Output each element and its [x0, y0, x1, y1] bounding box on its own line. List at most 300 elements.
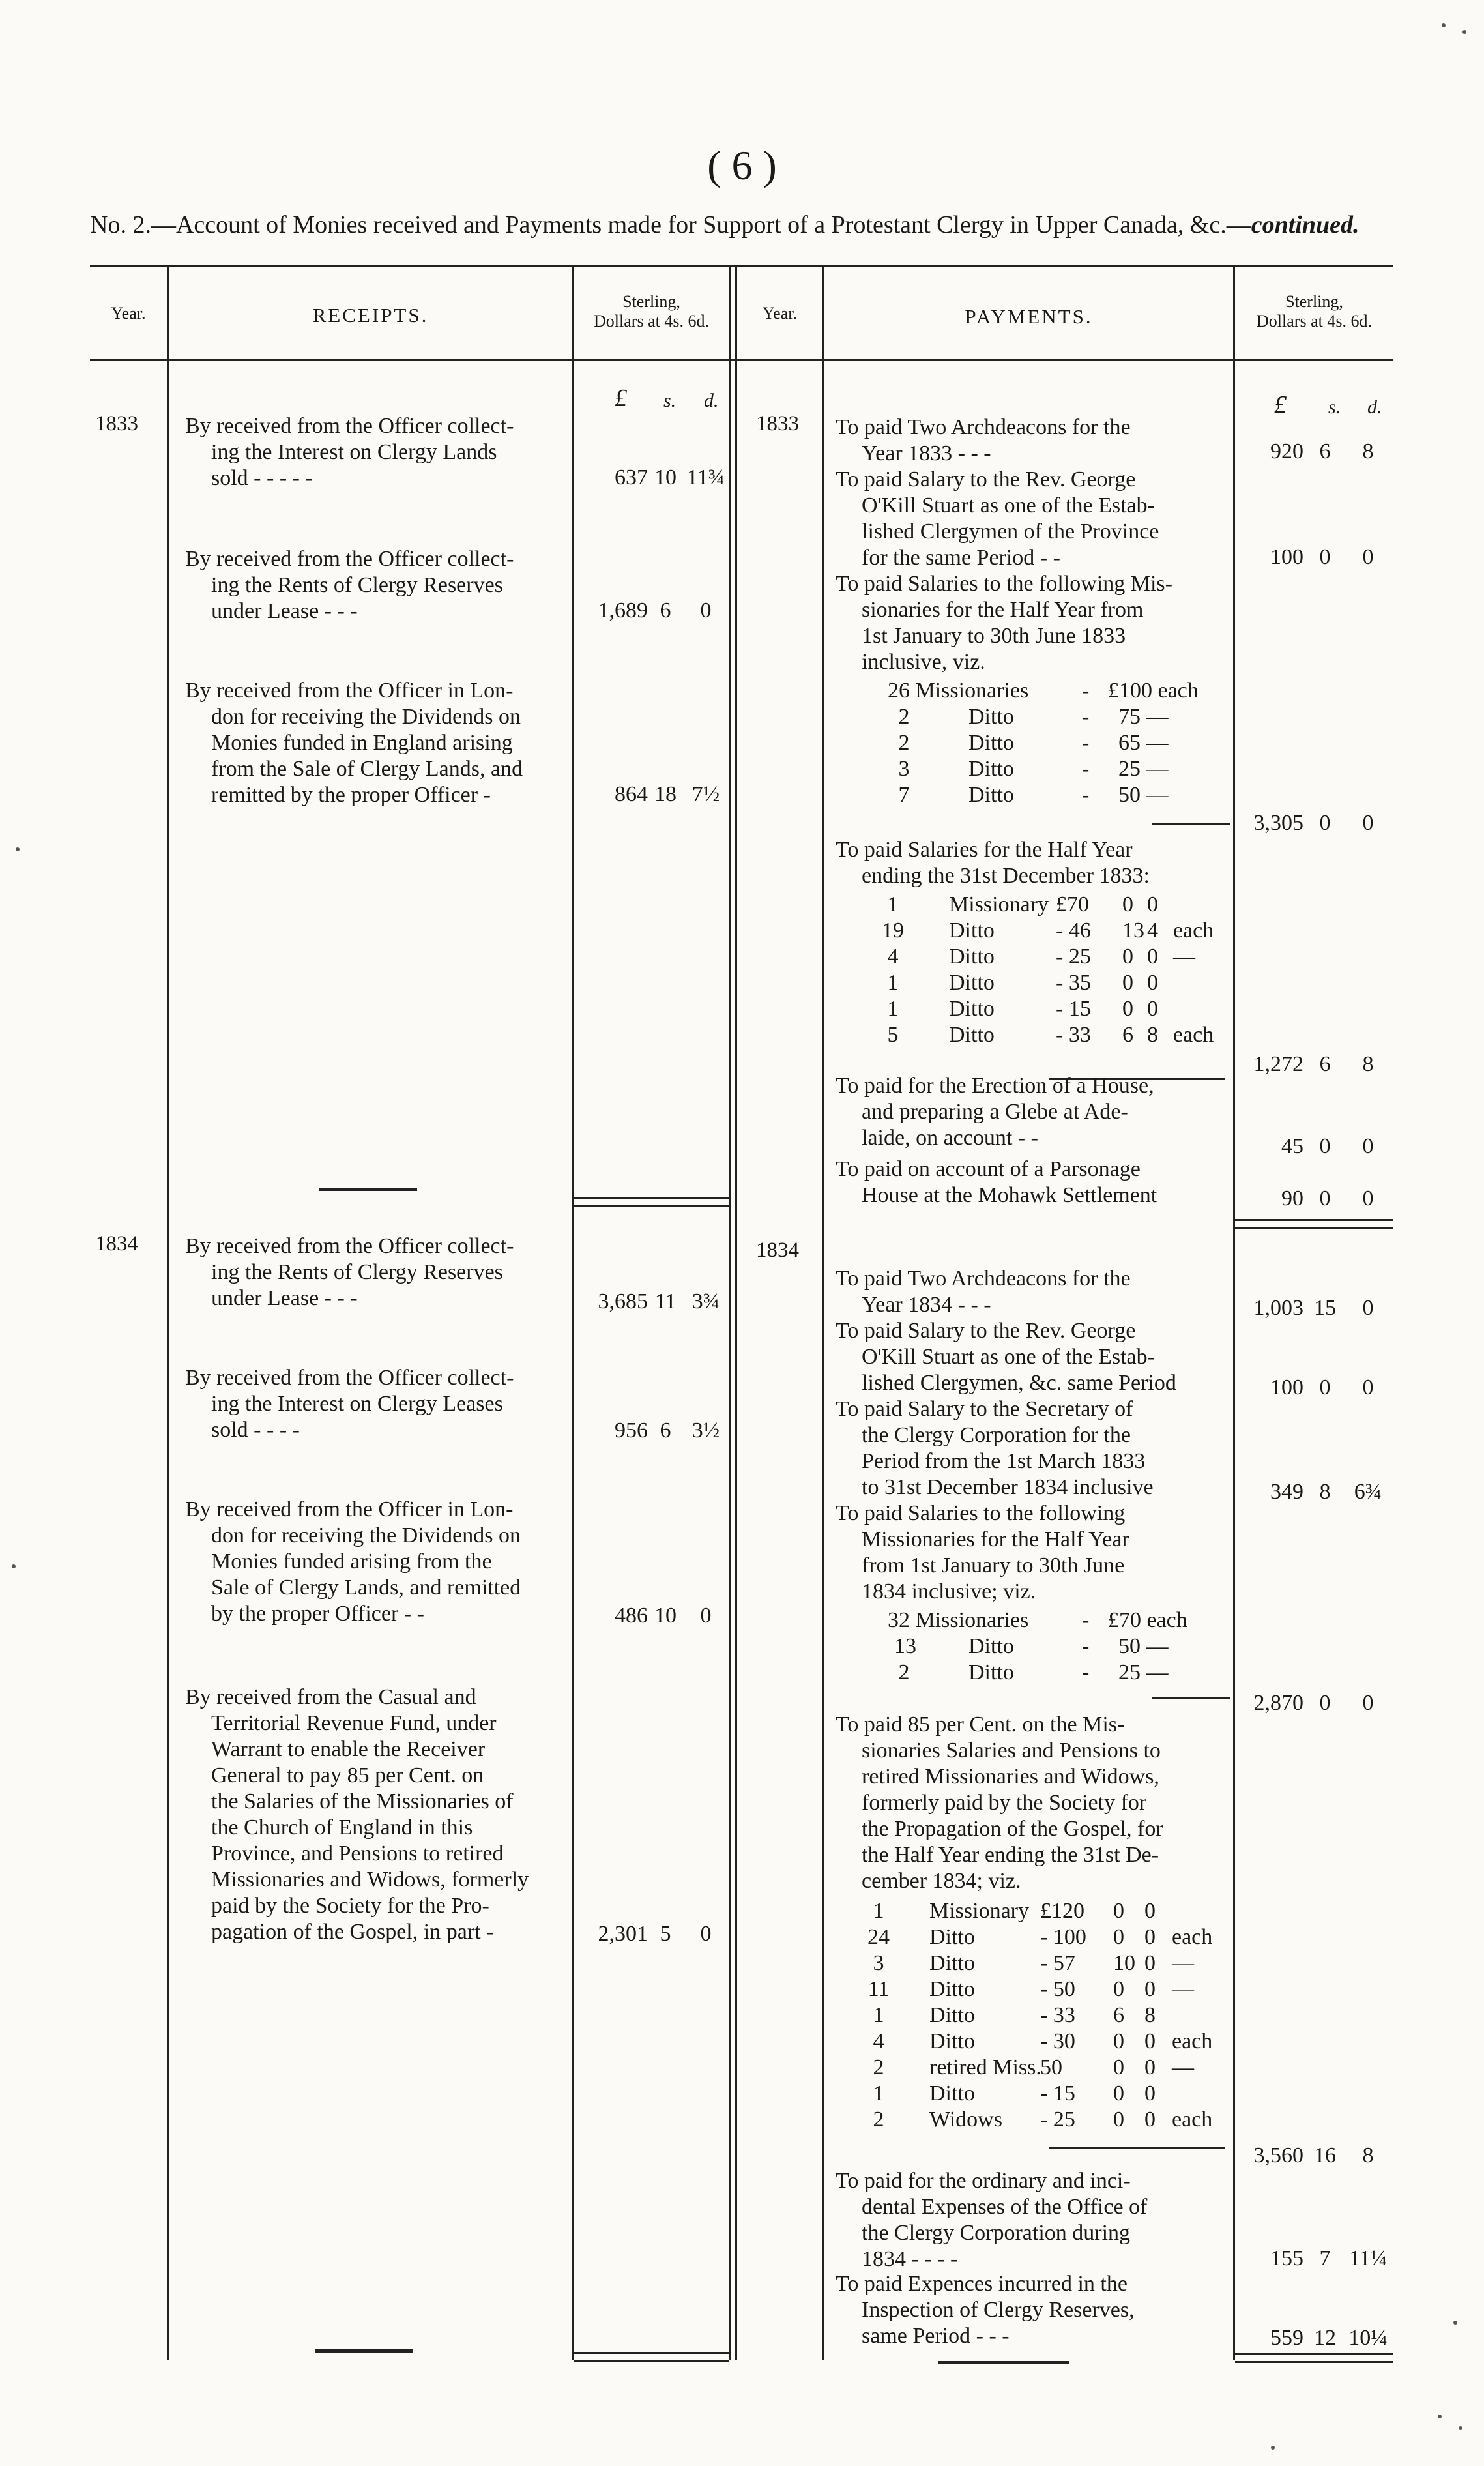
receipt-1834-casual-line: the Salaries of the Missionaries of: [211, 1789, 514, 1813]
payment-1834-eighty-five-line: To paid 85 per Cent. on the Mis-: [836, 1712, 1125, 1737]
receipt-1834-casual-pounds: 2,301: [598, 1922, 648, 1946]
payment-1834-eighty-five-row-cell: 10: [1113, 1951, 1135, 1975]
payment-1834-missionary-row-rate: £70 each: [1108, 1608, 1187, 1632]
year-1834-payments: 1834: [756, 1239, 799, 1262]
receipt-1834-casual-line: paid by the Society for the Pro-: [211, 1894, 489, 1918]
header-year-left: Year.: [111, 304, 146, 323]
table-top-rule: [90, 265, 1393, 267]
receipt-1833-rents-line: By received from the Officer collect-: [185, 547, 514, 571]
payment-1833-parsonage-pence: 0: [1362, 1186, 1374, 1211]
payment-1834-eighty-five-row-cell: 0: [1144, 1899, 1156, 1923]
payment-1834-eighty-five-row-cell: - 33: [1040, 2003, 1075, 2027]
payment-1833-missionary-row-dash: -: [1082, 731, 1090, 755]
table-title-main: No. 2.—Account of Monies received and Payments made for Support of a Protestant Clergy in Upper Canada, &c.—: [90, 211, 1251, 239]
payment-1834-missionary-row-rate: 50 —: [1118, 1634, 1169, 1658]
payment-1834-eighty-five-row-cell: each: [1172, 2029, 1213, 2053]
col-divider-year-payments: [822, 265, 824, 2360]
payment-1834-secretary-line: the Clergy Corporation for the: [862, 1423, 1131, 1447]
payment-1833-stuart-line: lished Clergymen of the Province: [862, 520, 1159, 544]
payment-1833-halfyear-row-cell: Ditto: [949, 945, 995, 969]
payment-1833-halfyear-row-cell: - 33: [1056, 1023, 1091, 1047]
payment-1833-archdeacons-pence: 8: [1362, 439, 1374, 463]
payment-1834-missionary-row-rate: 25 —: [1118, 1660, 1169, 1684]
payment-1834-incidental-line: dental Expenses of the Office of: [862, 2195, 1148, 2219]
payment-1833-halfyear-row-cell: Ditto: [949, 1023, 995, 1047]
payment-1834-incidental-shillings: 7: [1319, 2246, 1331, 2270]
payment-1833-halfyear-shillings: 6: [1319, 1052, 1331, 1076]
payment-1833-halfyear-pounds: 1,272: [1253, 1052, 1303, 1076]
payment-1833-stuart-shillings: 0: [1319, 545, 1331, 569]
payment-1834-eighty-five-row-cell: 0: [1113, 1899, 1124, 1923]
payment-1834-eighty-five-row-cell: - 30: [1040, 2029, 1075, 2053]
payment-1834-eighty-five-row-cell: 11: [867, 1977, 890, 2001]
payment-1834-eighty-five-row-cell: 4: [873, 2029, 884, 2053]
payment-1833-archdeacons-pounds: 920: [1270, 439, 1303, 463]
pounds-symbol-right: £: [1274, 391, 1287, 418]
receipt-1834-casual-line: the Church of England in this: [211, 1815, 473, 1840]
payment-1833-missionary-row-ditto: Ditto: [968, 783, 1014, 807]
payment-1833-halfyear-row-cell: - 25: [1056, 945, 1091, 969]
payment-1834-eighty-five-row-cell: 6: [1113, 2003, 1124, 2027]
payment-1834-eighty-five-line: the Propagation of the Gospel, for: [862, 1817, 1163, 1841]
receipt-1833-interest-line: sold - - - - -: [211, 466, 313, 490]
payment-1834-eighty-five-row-cell: 0: [1113, 2107, 1124, 2132]
payment-1834-eighty-five-line: the Half Year ending the 31st De-: [862, 1843, 1159, 1867]
payment-1833-halfyear-row-cell: 8: [1147, 1023, 1158, 1047]
receipt-1834-dividends-shillings: 10: [654, 1604, 677, 1628]
payment-1833-missionary-row-ditto: Ditto: [968, 757, 1014, 781]
payment-1834-stuart-line: To paid Salary to the Rev. George: [836, 1319, 1136, 1343]
payment-1834-missionaries-pence: 0: [1362, 1691, 1374, 1715]
payment-1834-archdeacons-pence: 0: [1362, 1296, 1374, 1320]
payment-1834-missionary-row-ditto: Ditto: [968, 1634, 1014, 1658]
receipt-1834-interest-pounds: 956: [615, 1418, 648, 1443]
payment-1833-missionary-row-dash: -: [1082, 705, 1090, 729]
payment-1833-archdeacons-line: To paid Two Archdeacons for the: [836, 415, 1131, 439]
payment-1834-inspection-pounds: 559: [1270, 2326, 1303, 2350]
payment-1833-halfyear-row-cell: 13: [1122, 918, 1144, 943]
header-sterling-left: Sterling, Dollars at 4s. 6d.: [594, 292, 709, 330]
payment-1834-eighty-five-row-cell: each: [1172, 1925, 1213, 1949]
payment-1834-archdeacons-pounds: 1,003: [1253, 1296, 1303, 1320]
payment-1834-eighty-five-row-cell: - 25: [1040, 2107, 1075, 2132]
payment-1834-missionaries-subrule: [1152, 1697, 1230, 1699]
col-divider-year-receipts: [167, 265, 169, 2360]
payment-1833-missionary-row-rate: 75 —: [1118, 705, 1169, 729]
receipts-1833-total-rule-a: [574, 1197, 729, 1199]
receipt-1833-interest-shillings: 10: [654, 465, 677, 490]
shillings-label-left: s.: [663, 390, 677, 411]
receipts-1833-end-dash: [319, 1188, 417, 1191]
payment-1834-eighty-five-row-cell: retired Miss.: [929, 2055, 1041, 2079]
payment-1833-parsonage-line: To paid on account of a Parsonage: [836, 1157, 1141, 1181]
receipt-1834-dividends-line: Monies funded arising from the: [211, 1549, 492, 1574]
payment-1834-missionary-row-dash: -: [1082, 1634, 1090, 1658]
payment-1833-halfyear-row-cell: 6: [1122, 1023, 1133, 1047]
payment-1834-eighty-five-row-cell: Ditto: [929, 2003, 975, 2027]
payment-1833-stuart-pounds: 100: [1270, 545, 1303, 569]
payment-1834-eighty-five-row-cell: Widows: [929, 2107, 1002, 2132]
pounds-symbol-left: £: [615, 385, 627, 412]
payment-1833-halfyear-row-cell: 0: [1122, 892, 1133, 917]
payment-1834-eighty-five-row-cell: - 57: [1040, 1951, 1075, 1975]
payment-1833-parsonage-pounds: 90: [1281, 1186, 1303, 1211]
payment-1834-eighty-five-row-cell: 0: [1144, 2029, 1156, 2053]
payment-1834-inspection-line: To paid Expences incurred in the: [836, 2272, 1128, 2296]
payment-1834-eighty-five-row-cell: 0: [1113, 1977, 1124, 2001]
payment-1834-eighty-five-row-cell: —: [1172, 1977, 1194, 2001]
receipt-1834-casual-line: pagation of the Gospel, in part -: [211, 1920, 494, 1944]
year-1833-payments: 1833: [756, 412, 799, 435]
payment-1834-eighty-five-row-cell: Missionary: [929, 1899, 1029, 1923]
col-divider-receipts-amount: [572, 265, 574, 2360]
payment-1833-missionaries-line: 1st January to 30th June 1833: [862, 624, 1126, 648]
payment-1834-eighty-five-row-cell: 0: [1144, 1977, 1156, 2001]
payments-1834-total-rule-a: [1235, 2353, 1393, 2355]
payment-1834-eighty-five-row-cell: each: [1172, 2107, 1213, 2132]
payment-1834-eighty-five-row-cell: Ditto: [929, 1925, 975, 1949]
payment-1833-stuart-line: for the same Period - -: [862, 546, 1060, 570]
payment-1833-halfyear-row-cell: 4: [1147, 918, 1158, 943]
payment-1833-missionary-row-ditto: Ditto: [968, 705, 1014, 729]
header-bottom-rule: [90, 359, 1393, 361]
payment-1834-eighty-five-row-cell: 0: [1144, 1951, 1156, 1975]
payment-1833-halfyear-line: ending the 31st December 1833:: [862, 864, 1150, 888]
receipt-1834-rents-pence: 3¾: [691, 1289, 720, 1314]
payment-1833-halfyear-row-cell: £70: [1056, 892, 1089, 917]
payment-1834-eighty-five-row-cell: 0: [1113, 2055, 1124, 2079]
payment-1833-house-line: laide, on account - -: [862, 1126, 1038, 1150]
payment-1833-missionary-row-count: 26 Missionaries: [888, 679, 1029, 703]
payment-1834-incidental-pounds: 155: [1270, 2246, 1303, 2270]
payment-1834-inspection-shillings: 12: [1314, 2326, 1336, 2350]
payment-1834-eighty-five-pounds: 3,560: [1253, 2143, 1303, 2167]
scan-speck: [1271, 2446, 1275, 2450]
payment-1834-missionaries-line: Missionaries for the Half Year: [862, 1527, 1129, 1551]
payment-1833-halfyear-row-cell: 1: [887, 997, 899, 1021]
receipts-1833-total-rule-b: [574, 1205, 729, 1207]
payment-1834-stuart-pence: 0: [1362, 1375, 1374, 1400]
payment-1834-eighty-five-row-cell: 0: [1113, 2081, 1124, 2106]
receipt-1834-dividends-line: don for receiving the Dividends on: [211, 1523, 521, 1548]
receipt-1834-rents-line: under Lease - - -: [211, 1286, 358, 1310]
payment-1834-secretary-line: To paid Salary to the Secretary of: [836, 1397, 1133, 1421]
receipt-1833-interest-pounds: 637: [615, 465, 648, 490]
payment-1834-eighty-five-row-cell: 1: [873, 1899, 884, 1923]
payment-1833-halfyear-row-cell: 0: [1147, 997, 1158, 1021]
receipt-1833-interest-pence: 11¾: [686, 465, 725, 490]
payment-1833-halfyear-row-cell: —: [1173, 945, 1195, 969]
receipt-1834-dividends-line: By received from the Officer in Lon-: [185, 1497, 514, 1521]
payment-1834-eighty-five-row-cell: 50: [1040, 2055, 1062, 2079]
payment-1834-eighty-five-row-cell: 0: [1144, 2107, 1156, 2132]
receipt-1834-interest-pence: 3½: [691, 1418, 720, 1443]
payment-1833-halfyear-row-cell: 19: [882, 918, 904, 943]
payment-1834-missionaries-line: To paid Salaries to the following: [836, 1501, 1126, 1525]
payment-1834-archdeacons-shillings: 15: [1314, 1296, 1336, 1320]
payment-1834-eighty-five-row-cell: 0: [1113, 1925, 1124, 1949]
payment-1833-halfyear-row-cell: 0: [1147, 971, 1158, 995]
scan-speck: [16, 847, 20, 851]
payment-1833-halfyear-row-cell: each: [1173, 918, 1214, 943]
payment-1833-halfyear-line: To paid Salaries for the Half Year: [836, 838, 1133, 862]
receipts-1834-total-rule-b: [574, 2360, 729, 2362]
receipts-1834-end-dash: [315, 2349, 413, 2353]
payment-1834-eighty-five-row-cell: 0: [1144, 2081, 1156, 2106]
scan-speck: [1459, 2426, 1462, 2430]
payment-1833-halfyear-row-cell: Ditto: [949, 971, 995, 995]
payment-1833-stuart-pence: 0: [1362, 545, 1374, 569]
payment-1833-halfyear-row-cell: 0: [1122, 945, 1133, 969]
payment-1833-halfyear-row-cell: 0: [1122, 997, 1133, 1021]
payments-1833-total-rule-a: [1235, 1219, 1393, 1221]
payments-1833-total-rule-b: [1235, 1227, 1393, 1229]
payment-1833-halfyear-row-cell: each: [1173, 1023, 1214, 1047]
payment-1833-halfyear-row-cell: 1: [887, 971, 899, 995]
receipt-1834-casual-pence: 0: [700, 1922, 712, 1946]
payment-1834-eighty-five-row-cell: —: [1172, 1951, 1194, 1975]
payment-1834-eighty-five-row-cell: Ditto: [929, 2029, 975, 2053]
receipt-1834-interest-line: sold - - - -: [211, 1418, 300, 1442]
payment-1834-inspection-pence: 10¼: [1348, 2326, 1388, 2350]
payment-1834-eighty-five-row-cell: 2: [873, 2055, 884, 2079]
payment-1833-stuart-line: O'Kill Stuart as one of the Estab-: [862, 493, 1155, 518]
payment-1833-missionary-row-rate: 50 —: [1118, 783, 1169, 807]
payment-1833-house-shillings: 0: [1319, 1134, 1331, 1158]
payment-1834-missionaries-pounds: 2,870: [1253, 1691, 1303, 1715]
header-payments: PAYMENTS.: [965, 305, 1093, 328]
payment-1833-halfyear-row-cell: 1: [887, 892, 899, 917]
payment-1834-incidental-line: 1834 - - - -: [862, 2247, 958, 2271]
payment-1834-missionary-row-count: 13: [894, 1634, 916, 1658]
payment-1834-stuart-shillings: 0: [1319, 1375, 1331, 1400]
payment-1833-halfyear-row-cell: Ditto: [949, 997, 995, 1021]
receipt-1834-casual-line: Missionaries and Widows, formerly: [211, 1868, 529, 1892]
receipt-1834-rents-line: By received from the Officer collect-: [185, 1234, 514, 1258]
receipt-1833-dividends-pounds: 864: [615, 782, 648, 806]
table-title: [90, 213, 1359, 237]
receipt-1834-casual-shillings: 5: [660, 1922, 671, 1946]
table-title-continued: continued.: [1251, 211, 1360, 239]
payment-1834-eighty-five-row-cell: 0: [1113, 2029, 1124, 2053]
receipt-1833-dividends-shillings: 18: [654, 782, 677, 806]
receipt-1833-dividends-pence: 7½: [691, 782, 720, 806]
payment-1833-missionaries-pounds: 3,305: [1253, 811, 1303, 835]
year-1833-receipts: 1833: [95, 412, 138, 435]
payment-1834-secretary-line: to 31st December 1834 inclusive: [862, 1475, 1154, 1499]
receipt-1833-rents-shillings: 6: [660, 598, 671, 623]
payment-1834-eighty-five-shillings: 16: [1314, 2143, 1336, 2167]
payment-1833-missionary-row-ditto: Ditto: [968, 731, 1014, 755]
payment-1834-eighty-five-row-cell: 2: [873, 2107, 884, 2132]
payment-1834-eighty-five-row-cell: - 50: [1040, 1977, 1075, 2001]
payment-1834-incidental-pence: 11¼: [1348, 2246, 1388, 2270]
payment-1833-missionary-row-count: 2: [898, 731, 910, 755]
receipt-1834-dividends-line: Sale of Clergy Lands, and remitted: [211, 1576, 521, 1600]
payment-1833-house-pounds: 45: [1281, 1134, 1303, 1158]
payment-1834-missionary-row-ditto: Ditto: [968, 1660, 1014, 1684]
payment-1834-missionary-row-dash: -: [1082, 1660, 1090, 1684]
payment-1833-missionary-row-rate: £100 each: [1108, 679, 1199, 703]
payment-1833-parsonage-shillings: 0: [1319, 1186, 1331, 1211]
payment-1834-stuart-line: O'Kill Stuart as one of the Estab-: [862, 1345, 1155, 1369]
receipt-1834-casual-line: Territorial Revenue Fund, under: [211, 1711, 497, 1735]
payment-1834-archdeacons-line: To paid Two Archdeacons for the: [836, 1267, 1131, 1291]
receipt-1834-dividends-line: by the proper Officer - -: [211, 1602, 424, 1626]
payment-1833-missionary-row-count: 7: [898, 783, 910, 807]
payment-1834-eighty-five-row-cell: Ditto: [929, 1977, 975, 2001]
payment-1834-eighty-five-row-cell: 1: [873, 2003, 884, 2027]
payment-1834-stuart-line: lished Clergymen, &c. same Period: [862, 1371, 1176, 1395]
payment-1834-eighty-five-row-cell: 0: [1144, 2055, 1156, 2079]
receipt-1833-dividends-line: from the Sale of Clergy Lands, and: [211, 757, 523, 781]
payment-1833-halfyear-row-cell: Ditto: [949, 918, 995, 943]
payment-1833-halfyear-row-cell: 0: [1147, 892, 1158, 917]
receipt-1834-casual-line: General to pay 85 per Cent. on: [211, 1763, 484, 1787]
payment-1833-halfyear-row-cell: - 35: [1056, 971, 1091, 995]
receipt-1834-casual-line: By received from the Casual and: [185, 1685, 476, 1709]
receipt-1834-casual-line: Province, and Pensions to retired: [211, 1842, 504, 1866]
receipt-1833-rents-line: ing the Rents of Clergy Reserves: [211, 573, 503, 597]
payment-1833-halfyear-row-cell: 4: [887, 945, 899, 969]
payment-1834-eighty-five-line: cember 1834; viz.: [862, 1869, 1021, 1893]
col-divider-center-b: [735, 265, 737, 2360]
payment-1833-archdeacons-line: Year 1833 - - -: [862, 441, 991, 465]
receipt-1833-dividends-line: don for receiving the Dividends on: [211, 705, 521, 729]
payment-1834-eighty-five-pence: 8: [1362, 2143, 1374, 2167]
payment-1834-eighty-five-row-cell: 0: [1144, 1925, 1156, 1949]
pence-label-right: d.: [1367, 396, 1382, 418]
payment-1834-eighty-five-row-cell: 1: [873, 2081, 884, 2106]
payment-1834-eighty-five-row-cell: - 15: [1040, 2081, 1075, 2106]
payment-1834-inspection-line: Inspection of Clergy Reserves,: [862, 2298, 1135, 2322]
payment-1834-eighty-five-row-cell: 24: [867, 1925, 890, 1949]
payment-1834-secretary-pounds: 349: [1270, 1480, 1303, 1504]
payment-1834-archdeacons-line: Year 1834 - - -: [862, 1293, 991, 1317]
receipt-1834-rents-line: ing the Rents of Clergy Reserves: [211, 1260, 503, 1284]
payment-1834-eighty-five-row-cell: 3: [873, 1951, 884, 1975]
col-divider-center-a: [729, 265, 731, 2360]
payment-1833-house-pence: 0: [1362, 1134, 1374, 1158]
receipt-1833-rents-pence: 0: [700, 598, 712, 623]
receipt-1834-casual-line: Warrant to enable the Receiver: [211, 1737, 486, 1761]
scan-speck: [1438, 2415, 1442, 2418]
payment-1833-missionary-row-count: 3: [898, 757, 910, 781]
payment-1834-missionary-row-dash: -: [1082, 1608, 1090, 1632]
col-divider-payments-amount: [1233, 265, 1235, 2360]
payment-1834-secretary-pence: 6¾: [1354, 1480, 1382, 1504]
payment-1833-missionary-row-dash: -: [1082, 679, 1090, 703]
receipt-1834-rents-pounds: 3,685: [598, 1289, 648, 1314]
payment-1833-missionaries-line: inclusive, viz.: [862, 650, 985, 674]
payment-1833-halfyear-row-cell: Missionary: [949, 892, 1049, 917]
payment-1834-eighty-five-row-cell: - 100: [1040, 1925, 1086, 1949]
payment-1834-missionary-row-count: 2: [898, 1660, 910, 1684]
shillings-label-right: s.: [1328, 396, 1341, 418]
payment-1833-missionary-row-rate: 25 —: [1118, 757, 1169, 781]
receipt-1833-dividends-line: remitted by the proper Officer -: [211, 783, 491, 807]
receipts-1834-total-rule-a: [574, 2352, 729, 2354]
receipt-1834-interest-line: By received from the Officer collect-: [185, 1366, 514, 1390]
payment-1834-eighty-five-row-cell: Ditto: [929, 2081, 975, 2106]
scan-speck: [1442, 23, 1446, 27]
payment-1833-missionaries-subrule: [1152, 823, 1230, 825]
payment-1834-eighty-five-row-cell: £120: [1040, 1899, 1084, 1923]
payment-1833-missionary-row-count: 2: [898, 705, 910, 729]
payment-1834-eighty-five-line: formerly paid by the Society for: [862, 1791, 1147, 1815]
payment-1833-parsonage-line: House at the Mohawk Settlement: [862, 1183, 1157, 1207]
payment-1833-archdeacons-shillings: 6: [1319, 439, 1331, 463]
payment-1833-halfyear-row-cell: - 46: [1056, 918, 1091, 943]
payment-1833-house-line: To paid for the Erection of a House,: [836, 1074, 1154, 1098]
payment-1834-missionary-row-count: 32 Missionaries: [888, 1608, 1029, 1632]
payment-1833-missionary-row-dash: -: [1082, 757, 1090, 781]
year-1834-receipts: 1834: [95, 1232, 138, 1255]
payment-1834-eighty-five-row-cell: 8: [1144, 2003, 1156, 2027]
header-year-right: Year.: [763, 304, 797, 323]
receipt-1833-rents-line: under Lease - - -: [211, 599, 358, 623]
payment-1834-eighty-five-subrule: [1049, 2147, 1225, 2149]
receipt-1833-interest-line: ing the Interest on Clergy Lands: [211, 440, 497, 464]
payment-1834-secretary-line: Period from the 1st March 1833: [862, 1449, 1146, 1473]
header-receipts: RECEIPTS.: [312, 304, 429, 327]
payment-1834-eighty-five-row-cell: —: [1172, 2055, 1194, 2079]
payment-1833-missionary-row-rate: 65 —: [1118, 731, 1169, 755]
scan-speck: [12, 1564, 16, 1568]
payments-1834-total-rule-b: [1235, 2361, 1393, 2363]
payment-1834-missionaries-shillings: 0: [1319, 1691, 1331, 1715]
payment-1834-missionaries-line: 1834 inclusive; viz.: [862, 1579, 1036, 1604]
payment-1834-inspection-line: same Period - - -: [862, 2324, 1010, 2348]
payment-1833-halfyear-row-cell: - 15: [1056, 997, 1091, 1021]
payment-1834-missionaries-line: from 1st January to 30th June: [862, 1553, 1125, 1578]
scan-speck: [1453, 2321, 1457, 2325]
payment-1833-house-line: and preparing a Glebe at Ade-: [862, 1100, 1128, 1124]
scan-speck: [1462, 30, 1466, 34]
receipt-1833-dividends-line: By received from the Officer in Lon-: [185, 679, 514, 703]
payment-1833-halfyear-row-cell: 0: [1147, 945, 1158, 969]
payment-1834-incidental-line: To paid for the ordinary and inci-: [836, 2169, 1131, 2193]
payment-1834-eighty-five-row-cell: Ditto: [929, 1951, 975, 1975]
receipt-1834-interest-shillings: 6: [660, 1418, 671, 1443]
payment-1833-missionary-row-dash: -: [1082, 783, 1090, 807]
payment-1833-missionaries-shillings: 0: [1319, 811, 1331, 835]
receipt-1834-dividends-pounds: 486: [615, 1604, 648, 1628]
page-number: ( 6 ): [707, 142, 777, 188]
pence-label-left: d.: [704, 390, 719, 411]
payment-1833-missionaries-pence: 0: [1362, 811, 1374, 835]
receipt-1834-dividends-pence: 0: [700, 1604, 712, 1628]
payment-1833-missionaries-line: sionaries for the Half Year from: [862, 598, 1144, 622]
payment-1834-secretary-shillings: 8: [1319, 1480, 1331, 1504]
payment-1833-halfyear-pence: 8: [1362, 1052, 1374, 1076]
payment-1833-halfyear-row-cell: 0: [1122, 971, 1133, 995]
receipt-1833-dividends-line: Monies funded in England arising: [211, 731, 513, 755]
receipt-1833-interest-line: By received from the Officer collect-: [185, 414, 514, 438]
payment-1834-stuart-pounds: 100: [1270, 1375, 1303, 1400]
receipt-1833-rents-pounds: 1,689: [598, 598, 648, 623]
payments-1834-end-dash: [938, 2361, 1069, 2364]
receipt-1834-rents-shillings: 11: [654, 1289, 677, 1314]
payment-1833-stuart-line: To paid Salary to the Rev. George: [836, 467, 1136, 492]
payment-1833-missionaries-line: To paid Salaries to the following Mis-: [836, 572, 1172, 596]
receipt-1834-interest-line: ing the Interest on Clergy Leases: [211, 1392, 503, 1416]
payment-1833-halfyear-row-cell: 5: [887, 1023, 899, 1047]
payment-1834-eighty-five-line: retired Missionaries and Widows,: [862, 1765, 1159, 1789]
payment-1834-incidental-line: the Clergy Corporation during: [862, 2221, 1131, 2245]
payment-1834-eighty-five-line: sionaries Salaries and Pensions to: [862, 1739, 1161, 1763]
header-sterling-right: Sterling, Dollars at 4s. 6d.: [1257, 292, 1372, 330]
